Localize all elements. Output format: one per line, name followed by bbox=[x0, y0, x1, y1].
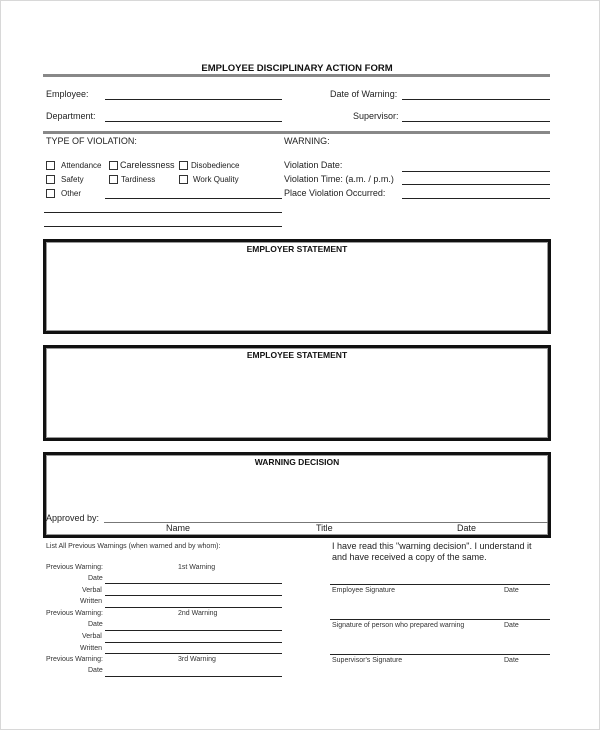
preparer-signature-field[interactable] bbox=[330, 619, 550, 620]
date-field-3[interactable] bbox=[105, 676, 282, 677]
work-quality-checkbox[interactable] bbox=[179, 175, 188, 184]
verbal-label-1: Verbal bbox=[82, 587, 102, 594]
date-label-3: Date bbox=[88, 667, 103, 674]
date-field-1[interactable] bbox=[105, 583, 282, 584]
safety-checkbox[interactable] bbox=[46, 175, 55, 184]
warning-heading: WARNING: bbox=[284, 136, 330, 146]
previous-warning-name-3: 3rd Warning bbox=[178, 656, 216, 663]
preparer-signature-date-label: Date bbox=[504, 622, 519, 629]
date-field-2[interactable] bbox=[105, 630, 282, 631]
disobedience-checkbox[interactable] bbox=[179, 161, 188, 170]
department-field[interactable] bbox=[105, 121, 282, 122]
other-checkbox[interactable] bbox=[46, 189, 55, 198]
other-label: Other bbox=[61, 189, 82, 198]
employee-field[interactable] bbox=[105, 99, 282, 100]
verbal-field-1[interactable] bbox=[105, 595, 282, 596]
violation-notes-line-1[interactable] bbox=[44, 212, 282, 213]
work-quality-label: Work Quality bbox=[193, 175, 239, 184]
previous-warning-label-3: Previous Warning: bbox=[46, 656, 103, 663]
department-label: Department: bbox=[46, 111, 96, 121]
preparer-signature-label: Signature of person who prepared warning bbox=[332, 622, 465, 629]
violation-date-label: Violation Date: bbox=[284, 160, 343, 170]
place-violation-label: Place Violation Occurred: bbox=[284, 188, 386, 198]
acknowledgement-text-line-1: I have read this "warning decision". I understand it bbox=[332, 541, 532, 551]
violation-time-field[interactable] bbox=[402, 184, 550, 185]
supervisor-field[interactable] bbox=[402, 121, 550, 122]
written-label-2: Written bbox=[80, 645, 103, 652]
warning-decision-heading: WARNING DECISION bbox=[254, 457, 340, 467]
tardiness-checkbox[interactable] bbox=[109, 175, 118, 184]
tardiness-label: Tardiness bbox=[121, 175, 156, 184]
previous-warning-name-2: 2nd Warning bbox=[178, 610, 218, 617]
safety-label: Safety bbox=[61, 175, 84, 184]
supervisor-signature-label: Supervisor's Signature bbox=[332, 657, 403, 664]
supervisor-signature-field[interactable] bbox=[330, 654, 550, 655]
written-field-2[interactable] bbox=[105, 653, 282, 654]
attendance-label: Attendance bbox=[61, 161, 102, 170]
date-label-2: Date bbox=[88, 621, 103, 628]
verbal-field-2[interactable] bbox=[105, 642, 282, 643]
previous-warnings-heading: List All Previous Warnings (when warned and by whom): bbox=[46, 543, 221, 550]
place-violation-field[interactable] bbox=[402, 198, 550, 199]
section-divider bbox=[43, 131, 550, 134]
carelessness-label: Carelessness bbox=[120, 160, 175, 170]
employee-statement-heading: EMPLOYEE STATEMENT bbox=[246, 350, 348, 360]
acknowledgement-text-line-2: and have received a copy of the same. bbox=[332, 552, 487, 562]
violation-time-label: Violation Time: (a.m. / p.m.) bbox=[284, 174, 394, 184]
other-field[interactable] bbox=[105, 198, 282, 199]
date-of-warning-field[interactable] bbox=[402, 99, 550, 100]
previous-warning-name-1: 1st Warning bbox=[178, 564, 216, 571]
approved-date-label: Date bbox=[457, 523, 477, 533]
verbal-label-2: Verbal bbox=[82, 633, 102, 640]
warning-decision-box[interactable] bbox=[43, 452, 551, 538]
written-label-1: Written bbox=[80, 598, 103, 605]
approved-by-label: Approved by: bbox=[46, 513, 100, 523]
employer-statement-box[interactable] bbox=[43, 239, 551, 334]
attendance-checkbox[interactable] bbox=[46, 161, 55, 170]
previous-warning-label-2: Previous Warning: bbox=[46, 610, 103, 617]
date-label-1: Date bbox=[88, 575, 103, 582]
approved-title-label: Title bbox=[316, 523, 333, 533]
previous-warning-label-1: Previous Warning: bbox=[46, 564, 103, 571]
supervisor-signature-date-label: Date bbox=[504, 657, 519, 664]
employee-signature-field[interactable] bbox=[330, 584, 550, 585]
violation-date-field[interactable] bbox=[402, 171, 550, 172]
carelessness-checkbox[interactable] bbox=[109, 161, 118, 170]
type-of-violation-heading: TYPE OF VIOLATION: bbox=[46, 136, 137, 146]
employee-label: Employee: bbox=[46, 89, 89, 99]
approved-name-label: Name bbox=[166, 523, 191, 533]
supervisor-label: Supervisor: bbox=[353, 111, 399, 121]
date-of-warning-label: Date of Warning: bbox=[330, 89, 398, 99]
employee-signature-date-label: Date bbox=[504, 587, 519, 594]
form-title: EMPLOYEE DISCIPLINARY ACTION FORM bbox=[201, 63, 393, 74]
employee-signature-label: Employee Signature bbox=[332, 587, 396, 594]
written-field-1[interactable] bbox=[105, 607, 282, 608]
employer-statement-heading: EMPLOYER STATEMENT bbox=[246, 244, 348, 254]
title-divider bbox=[43, 74, 550, 77]
violation-notes-line-2[interactable] bbox=[44, 226, 282, 227]
employee-statement-box[interactable] bbox=[43, 345, 551, 441]
disobedience-label: Disobedience bbox=[191, 161, 240, 170]
